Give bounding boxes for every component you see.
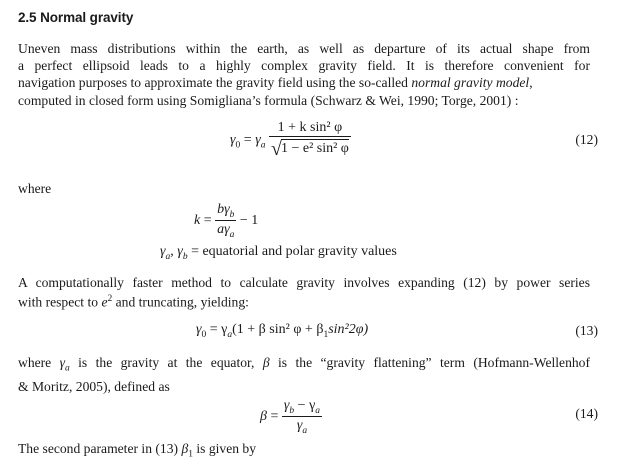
k-fraction: $\frac{b\gamma_b}{a\gamma_a}$ [217, 202, 235, 240]
eq12-fraction: $\frac{\text{1 + k sin² φ}}{\text{√1 − e² sin² φ}}$ [270, 120, 349, 160]
k-definition: k = $\frac{b\gamma_b}{a\gamma_a}$ − 1 [194, 202, 259, 240]
paragraph-4: The second parameter in (13) $\beta_1$ is given by [18, 441, 257, 460]
para2-line-2: with respect to $e^2$ and truncating, yielding: [18, 294, 249, 310]
section-heading: 2.5 Normal gravity [18, 10, 134, 25]
sqrt-symbol: √ [270, 138, 282, 160]
para3-line-2: & Moritz, 2005), defined as [18, 378, 170, 394]
paragraph-2 [18, 274, 590, 311]
intro-paragraph [18, 40, 590, 109]
where-label: where [18, 181, 52, 196]
equation-13: $\gamma_0 = \gamma_a(1 + \beta$ sin² $\varphi + \beta_1\sin^22\varphi$) [196, 322, 369, 340]
intro-line-3: navigation purposes to approximate the gravity field using the so-called normal gravity model, [18, 75, 533, 91]
para3-line-1: where $\gamma_a$ is the gravity at the equator, β is the “gravity flattening” term (Hofmann-Wellenhof [18, 355, 590, 374]
para2-line-1: A computationally faster method to calculate gravity involves expanding (12) by power series [18, 275, 590, 290]
equation-number-14: (14) [575, 406, 598, 421]
intro-line-1: Uneven mass distributions within the earth, as well as departure of its actual shape from [18, 41, 590, 56]
gamma-definition: $\gamma_a$, $\gamma_b$ = equatorial and polar gravity values [160, 244, 397, 262]
equation-number-13: (13) [575, 323, 598, 338]
eq14-fraction: $\frac{\gamma_b - \gamma_a}{\gamma_a}$ [283, 398, 321, 436]
equation-number-12: (12) [575, 132, 598, 147]
emphasis-term: normal gravity model [411, 75, 530, 91]
equation-12: $\gamma_0 = \gamma_a$ $\frac{\text{1 + k sin² φ}}{\text{√1 − e² sin² φ}}$ [230, 120, 349, 160]
equation-14: β = $\frac{\gamma_b - \gamma_a}{\gamma_a}$ [260, 398, 321, 436]
intro-line-2: a perfect ellipsoid leads to a highly complex gravity field. It is therefore convenient for [18, 58, 590, 74]
intro-line-4: computed in closed form using Somigliana’s formula (Schwarz & Wei, 1990; Torge, 2001) : [18, 92, 519, 108]
paragraph-3 [18, 354, 590, 395]
